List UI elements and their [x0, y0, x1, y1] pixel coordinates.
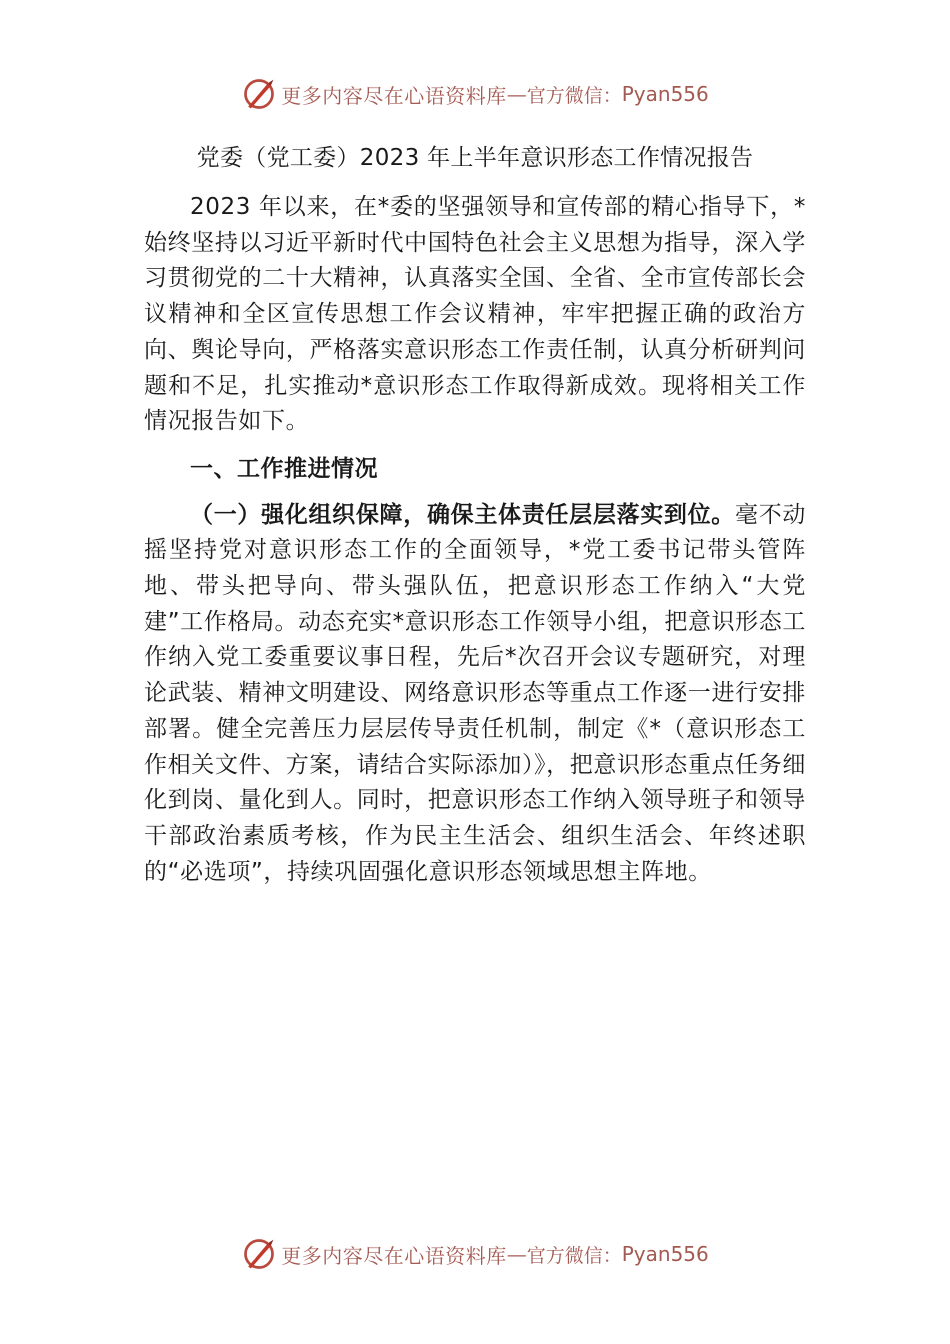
- subsection-paragraph-1: [144, 498, 806, 891]
- watermark-separator: —: [506, 1242, 527, 1266]
- quill-pen-logo: [241, 76, 277, 112]
- section-heading-1: 一、工作推进情况: [190, 455, 378, 482]
- document-title: 党委（党工委）2023 年上半年意识形态工作情况报告: [196, 145, 754, 171]
- watermark-footer: [0, 1232, 950, 1276]
- watermark-text: 更多内容尽在心语资料库: [281, 83, 507, 108]
- subsection-lead-1: （一）强化组织保障，确保主体责任层层落实到位。: [190, 501, 735, 528]
- quill-pen-logo: [241, 1236, 277, 1272]
- watermark-text: 更多内容尽在心语资料库: [281, 1243, 507, 1268]
- watermark-contact-label: 官方微信：: [526, 84, 622, 107]
- watermark-header: [0, 72, 950, 116]
- subsection-body-1: 毫不动摇坚持党对意识形态工作的全面领导，*党工委书记带头管阵地、带头把导向、带头强队伍，把意识形态工作纳入“大党建”工作格局。动态充实*意识形态工作领导小组，把意识形态工作纳入党工委重要议事日程，先后*次召开会议专题研究，对理论武装、精神文明建设、网络意识形态等重点工作逐一进行安排部署。健全完善压力层层传导责任机制，制定《*（意识形态工作相关文件、方案，请结合实际添加）》，把意识形态重点任务细化到岗、量化到人。同时，把意识形态工作纳入领导班子和领导干部政治素质考核，作为民主生活会、组织生活会、年终述职的“必选项”，持续巩固强化意识形态领域思想主阵地。: [144, 501, 806, 885]
- watermark-contact-id: Pyan556: [621, 1242, 709, 1266]
- watermark-contact-id: Pyan556: [621, 82, 709, 106]
- intro-paragraph: 2023 年以来，在*委的坚强领导和宣传部的精心指导下，*始终坚持以习近平新时代中国特色社会主义思想为指导，深入学习贯彻党的二十大精神，认真落实全国、全省、全市宣传部长会议精神和全区宣传思想工作会议精神，牢牢把握正确的政治方向、舆论导向，严格落实意识形态工作责任制，认真分析研判问题和不足，扎实推动*意识形态工作取得新成效。现将相关工作情况报告如下。: [144, 194, 806, 435]
- document-body: [144, 138, 806, 890]
- watermark-separator: —: [506, 82, 527, 106]
- watermark-contact-label: 官方微信：: [526, 1244, 622, 1267]
